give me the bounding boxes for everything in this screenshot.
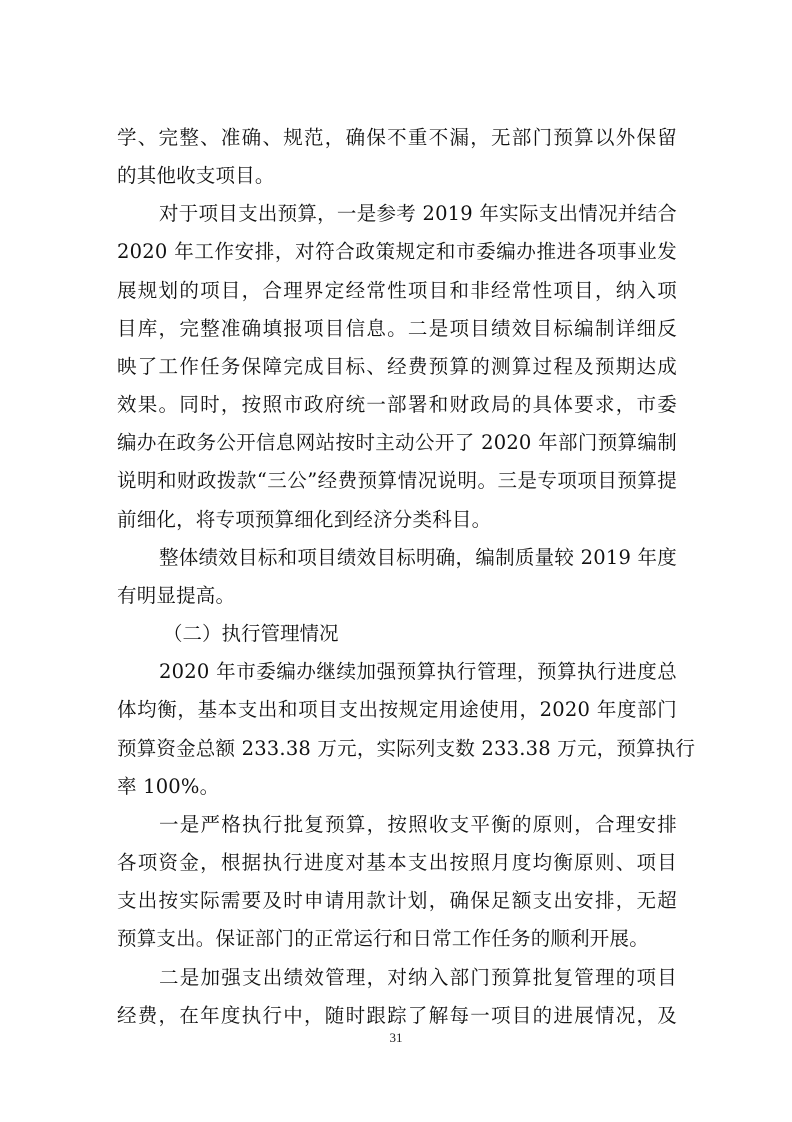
text-line: 目库，完整准确填报项目信息。二是项目绩效目标编制详细反 <box>117 317 677 340</box>
text-line: 前细化，将专项预算细化到经济分类科目。 <box>117 508 492 531</box>
text-line: 一是严格执行批复预算，按照收支平衡的原则，合理安排 <box>159 813 677 836</box>
text-line: 展规划的项目，合理界定经常性项目和非经常性项目，纳入项 <box>117 279 677 302</box>
text-line: 对于项目支出预算，一是参考 2019 年实际支出情况并结合 <box>159 202 677 225</box>
text-line: 率 100%。 <box>117 775 220 798</box>
text-line: 预算支出。保证部门的正常运行和日常工作任务的顺利开展。 <box>117 927 649 950</box>
text-line: 说明和财政拨款“三公”经费预算情况说明。三是专项项目预算提 <box>117 469 677 492</box>
text-line: 预算资金总额 233.38 万元，实际列支数 233.38 万元，预算执行 <box>117 737 696 760</box>
text-line: 体均衡，基本支出和项目支出按规定用途使用，2020 年度部门 <box>117 698 677 721</box>
page-number: 31 <box>389 1030 403 1045</box>
text-line: 经费，在年度执行中，随时跟踪了解每一项目的进展情况，及 <box>117 1004 677 1027</box>
text-line: 2020 年工作安排，对符合政策规定和市委编办推进各项事业发 <box>117 240 677 263</box>
text-line: 编办在政务公开信息网站按时主动公开了 2020 年部门预算编制 <box>117 431 677 454</box>
text-line: 整体绩效目标和项目绩效目标明确，编制质量较 2019 年度 <box>159 546 677 569</box>
text-line: 二是加强支出绩效管理，对纳入部门预算批复管理的项目 <box>159 966 677 989</box>
text-line: 效果。同时，按照市政府统一部署和财政局的具体要求，市委 <box>117 393 677 416</box>
text-line: 有明显提高。 <box>117 584 236 607</box>
section-heading: （二）执行管理情况 <box>163 622 339 645</box>
text-line: 2020 年市委编办继续加强预算执行管理，预算执行进度总 <box>159 660 677 683</box>
text-line: 映了工作任务保障完成目标、经费预算的测算过程及预期达成 <box>117 355 677 378</box>
text-line: 支出按实际需要及时申请用款计划，确保足额支出安排，无超 <box>117 889 677 912</box>
text-line: 的其他收支项目。 <box>117 164 275 187</box>
text-line: 各项资金，根据执行进度对基本支出按照月度均衡原则、项目 <box>117 851 677 874</box>
text-line: 学、完整、准确、规范，确保不重不漏，无部门预算以外保留 <box>117 126 677 149</box>
